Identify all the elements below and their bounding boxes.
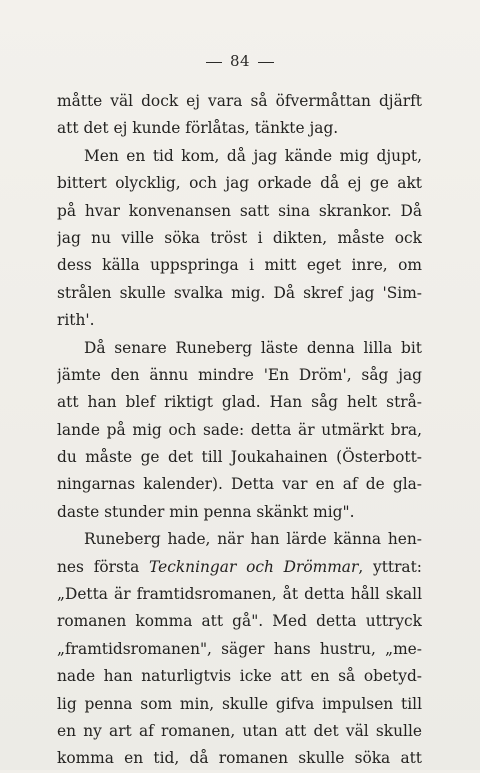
book-title-part: Drömmar — [283, 557, 359, 576]
text-line: en ny art af romanen, utan att det väl skulle — [57, 721, 422, 740]
book-title-part: Teckningar — [149, 557, 237, 576]
text-line: nade han naturligtvis icke att en så obetyd- — [57, 667, 422, 686]
text-line: Då senare Runeberg läste denna lilla bit — [84, 338, 422, 357]
text-line: Runeberg hade, när han lärde känna hen- — [84, 530, 422, 549]
text-line: rith'. — [57, 311, 95, 330]
text-line: daste stunder min penna skänkt mig". — [57, 502, 355, 521]
text-line: strålen skulle svalka mig. Då skref jag 'Sim- — [57, 283, 422, 302]
text-line: „Detta är framtidsromanen, åt detta håll skall — [57, 585, 422, 604]
text-line: lig penna som min, skulle gifva impulsen till — [57, 694, 422, 713]
text-line: lande på mig och sade: detta är utmärkt bra, — [57, 420, 422, 439]
text-line: „framtidsromanen", säger hans hustru, „me- — [57, 639, 422, 658]
page-number-value: 84 — [229, 52, 251, 70]
text-line-part: , yttrat: — [358, 557, 422, 576]
text-line: Men en tid kom, då jag kände mig djupt, — [84, 146, 422, 165]
page-number-dash-left — [206, 62, 222, 63]
text-line: komma en tid, då romanen skulle söka att — [57, 749, 422, 768]
text-line: ningarnas kalender). Detta var en af de gla- — [57, 475, 422, 494]
text-line: jag nu ville söka tröst i dikten, måste ock — [57, 228, 422, 247]
page-number-dash-right — [258, 62, 274, 63]
body-text — [57, 88, 422, 773]
text-line: att det ej kunde förlåtas, tänkte jag. — [57, 119, 339, 138]
text-line: att han blef riktigt glad. Han såg helt strå- — [57, 393, 422, 412]
paragraph-lines-b — [57, 581, 422, 773]
paragraph-lines-a — [57, 88, 422, 526]
text-line: dess källa uppspringa i mitt eget inre, om — [57, 256, 422, 275]
text-line-with-italic-title — [57, 554, 422, 581]
book-title-conjunction: och — [236, 557, 284, 576]
text-line: jämte den ännu mindre 'En Dröm', såg jag — [57, 365, 422, 384]
text-line-part: nes första — [57, 557, 150, 576]
text-line: bittert olycklig, och jag orkade då ej ge akt — [57, 174, 422, 193]
text-line: romanen komma att gå". Med detta uttryck — [57, 612, 422, 631]
text-line: måtte väl dock ej vara så öfvermåttan djärft — [57, 92, 422, 110]
text-line: på hvar konvenansen satt sina skrankor. Då — [57, 201, 422, 220]
page-number — [0, 52, 480, 70]
text-line: du måste ge det till Joukahainen (Österbott- — [57, 448, 422, 467]
